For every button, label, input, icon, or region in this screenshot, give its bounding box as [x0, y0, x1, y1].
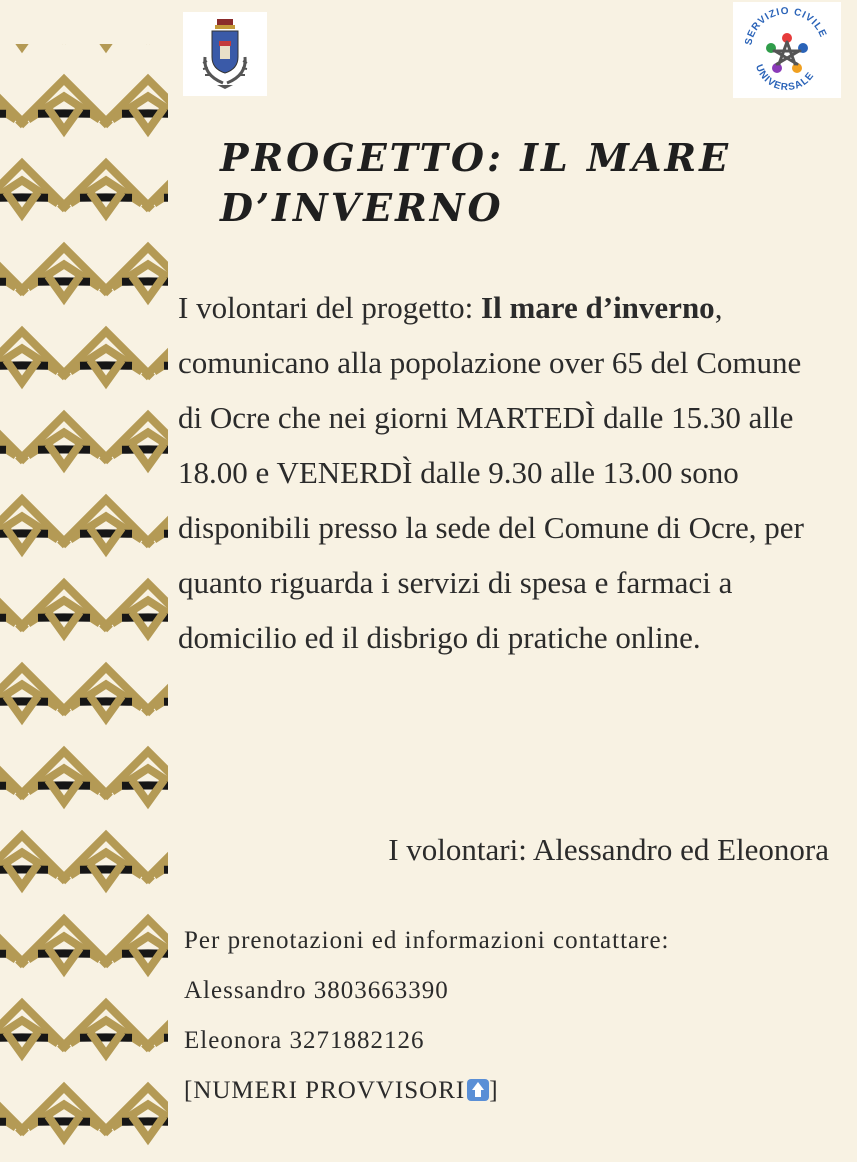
contact-alessandro: Alessandro 3803663390 [184, 977, 449, 1004]
logo-text-bottom: UNIVERSALE [752, 63, 817, 94]
svg-text:UNIVERSALE [753, 63, 817, 93]
provisional-numbers-note [184, 1066, 824, 1116]
project-name: Il mare d’inverno [481, 290, 715, 325]
decorative-chevron-pattern [0, 44, 168, 1162]
body-text: , comunicano alla popolazione over 65 del Comune di Ocre che nei giorni MARTEDÌ dalle 15.30 alle 18.00 e VENERDÌ dalle 9.30 alle 13.00 sono disponibili presso la sede del Comune di Ocre, per quanto riguarda i servizi di spesa e farmaci a domicilio ed il disbrigo di pratiche online. [178, 290, 804, 655]
signature: I volontari: Alessandro ed Eleonora [388, 832, 829, 867]
coat-of-arms-icon [183, 12, 267, 96]
body-intro: I volontari del progetto: [178, 290, 482, 325]
page-title [220, 133, 820, 233]
title-line-2: D’INVERNO [220, 185, 504, 230]
chevron-stripe [6, 44, 38, 46]
up-arrow-icon [467, 1079, 489, 1101]
note-text: [NUMERI PROVVISORI [184, 1077, 466, 1104]
announcement-body [178, 280, 818, 665]
chevron-stripe [90, 44, 122, 46]
logo-text-top: SERVIZIO CIVILE [743, 5, 829, 47]
contact-eleonora: Eleonora 3271882126 [184, 1027, 425, 1054]
contact-section [184, 916, 824, 1116]
title-line-1: PROGETTO: IL MARE [220, 135, 732, 180]
note-bracket: ] [489, 1077, 499, 1104]
servizio-civile-logo [733, 2, 841, 98]
contact-heading: Per prenotazioni ed informazioni contattare: [184, 927, 670, 954]
